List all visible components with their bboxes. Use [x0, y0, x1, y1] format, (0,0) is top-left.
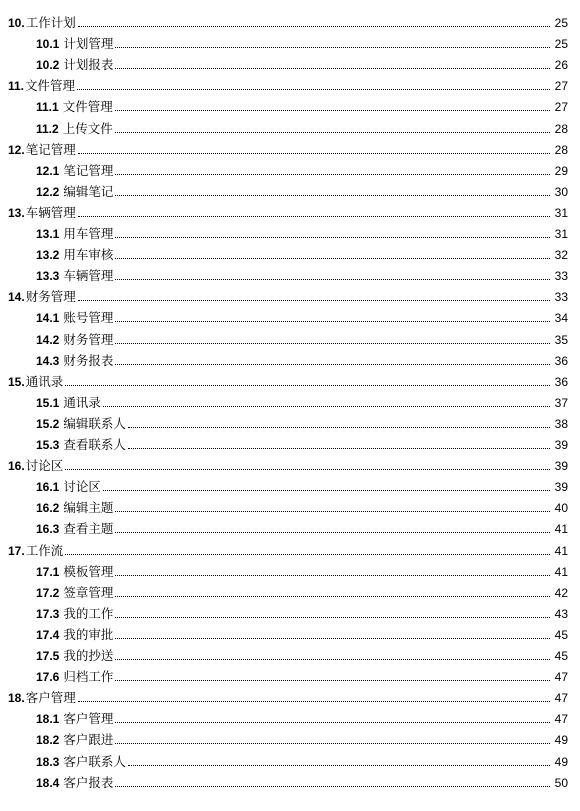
toc-entry-title: 用车审核: [63, 247, 114, 263]
toc-dot-leader: [115, 174, 550, 175]
toc-dot-leader: [65, 554, 550, 555]
toc-entry[interactable]: [0, 74, 568, 94]
toc-entry[interactable]: [0, 138, 568, 158]
toc-entry[interactable]: [0, 496, 568, 516]
toc-dot-leader: [78, 216, 550, 217]
toc-entry-number: 12.1: [36, 163, 60, 178]
toc-dot-leader: [115, 132, 550, 133]
toc-entry-title: 我的工作: [63, 605, 114, 621]
toc-entry-title: 讨论区: [25, 458, 64, 474]
toc-entry[interactable]: [0, 686, 568, 706]
toc-entry-title: 车辆管理: [25, 204, 76, 220]
toc-entry-page: 26: [554, 58, 568, 73]
toc-dot-leader: [65, 469, 550, 470]
toc-entry[interactable]: [0, 222, 568, 242]
toc-dot-leader: [78, 153, 550, 154]
toc-dot-leader: [128, 448, 550, 449]
toc-entry-title: 查看联系人: [63, 437, 126, 452]
toc-entry-title: 编辑联系人: [63, 415, 126, 431]
toc-entry-number: 15.1: [36, 395, 60, 410]
toc-entry-page: 45: [554, 627, 568, 642]
toc-entry-number: 10.2: [36, 58, 60, 73]
toc-dot-leader: [115, 364, 550, 365]
toc-entry-title: 模板管理: [63, 563, 114, 579]
toc-entry-page: 47: [554, 712, 568, 727]
toc-entry[interactable]: [0, 53, 568, 73]
toc-entry-number: 17.1: [36, 564, 60, 579]
toc-entry-page: 36: [554, 374, 568, 389]
toc-entry-page: 36: [554, 353, 568, 368]
toc-entry-title: 客户联系人: [63, 753, 126, 769]
toc-entry-number: 17.: [8, 543, 25, 558]
toc-entry-number: 16.2: [36, 501, 60, 516]
toc-entry-number: 14.: [8, 290, 25, 305]
toc-entry[interactable]: [0, 201, 568, 221]
toc-entry-page: 40: [554, 501, 568, 516]
toc-entry[interactable]: [0, 391, 568, 411]
toc-entry-number: 16.: [8, 459, 25, 474]
toc-dot-leader: [115, 511, 550, 512]
toc-entry-title: 文件管理: [62, 99, 113, 115]
toc-entry-title: 客户管理: [25, 690, 76, 706]
toc-entry-number: 13.: [8, 205, 25, 220]
toc-entry-page: 31: [554, 227, 568, 241]
toc-dot-leader: [115, 638, 550, 639]
toc-entry-number: 16.3: [36, 522, 60, 537]
toc-entry-title: 计划管理: [63, 36, 114, 52]
toc-entry-page: 25: [554, 37, 568, 52]
toc-entry-title: 文件管理: [25, 78, 76, 94]
toc-entry-page: 34: [554, 311, 568, 326]
toc-entry[interactable]: [0, 159, 568, 179]
toc-entry-title: 计划报表: [63, 57, 114, 73]
toc-entry-title: 编辑笔记: [63, 183, 114, 199]
toc-entry-number: 18.1: [36, 712, 60, 727]
toc-entry-page: 27: [554, 79, 568, 94]
toc-entry[interactable]: [0, 560, 568, 580]
toc-entry-page: 29: [554, 163, 568, 178]
toc-dot-leader: [77, 89, 550, 90]
toc-entry[interactable]: [0, 581, 568, 601]
toc-dot-leader: [78, 300, 550, 301]
toc-dot-leader: [115, 786, 550, 787]
toc-entry-number: 11.2: [36, 121, 59, 136]
toc-dot-leader: [115, 237, 550, 238]
toc-dot-leader: [65, 385, 550, 386]
toc-dot-leader: [115, 596, 550, 597]
toc-entry[interactable]: [0, 602, 568, 622]
toc-entry[interactable]: [0, 623, 568, 643]
toc-entry[interactable]: [0, 517, 568, 537]
toc-entry[interactable]: [0, 665, 568, 685]
toc-entry-number: 15.: [8, 374, 25, 389]
toc-entry-number: 17.3: [36, 606, 60, 621]
toc-entry-number: 11.: [8, 79, 25, 94]
toc-entry-page: 28: [554, 142, 568, 157]
toc-dot-leader: [115, 617, 550, 618]
toc-dot-leader: [78, 701, 550, 702]
toc-entry[interactable]: [0, 433, 568, 453]
toc-entry-title: 上传文件: [62, 120, 113, 136]
toc-entry-page: 39: [554, 459, 568, 474]
toc-entry-number: 18.: [8, 691, 25, 706]
toc-entry-page: 28: [554, 121, 568, 136]
toc-dot-leader: [128, 427, 550, 428]
toc-dot-leader: [115, 532, 550, 533]
toc-entry-number: 10.: [8, 16, 25, 30]
toc-entry-number: 17.2: [36, 585, 60, 600]
toc-entry-title: 财务报表: [63, 352, 114, 368]
toc-dot-leader: [115, 195, 550, 196]
toc-entry[interactable]: [0, 750, 568, 770]
toc-entry-page: 25: [554, 16, 568, 30]
toc-entry-page: 35: [554, 332, 568, 347]
toc-dot-leader: [115, 575, 550, 576]
toc-entry-title: 通讯录: [25, 373, 64, 389]
toc-dot-leader: [115, 659, 550, 660]
toc-entry-page: 33: [554, 269, 568, 284]
toc-entry-page: 31: [554, 205, 568, 220]
toc-dot-leader: [115, 680, 550, 681]
toc-entry-page: 30: [554, 184, 568, 199]
toc-dot-leader: [115, 343, 550, 344]
toc-dot-leader: [115, 47, 550, 48]
toc-dot-leader: [115, 722, 550, 723]
toc-entry-page: 41: [554, 564, 568, 579]
toc-entry-number: 13.3: [36, 269, 60, 284]
toc-entry-title: 财务管理: [25, 289, 76, 305]
toc-entry-page: 49: [554, 754, 568, 769]
toc-entry-page: 43: [554, 606, 568, 621]
toc-entry-number: 18.2: [36, 733, 60, 748]
toc-entry-title: 我的审批: [63, 626, 114, 642]
toc-entry-title: 讨论区: [63, 479, 101, 495]
toc-entry-number: 14.2: [36, 332, 60, 347]
toc-entry-title: 笔记管理: [25, 141, 76, 157]
toc-entry-title: 客户跟进: [63, 732, 114, 748]
toc-entry[interactable]: [0, 285, 568, 305]
toc-entry[interactable]: [0, 11, 568, 31]
toc-entry-title: 签章管理: [63, 584, 114, 600]
toc-entry-number: 12.: [8, 142, 25, 157]
toc-entry-number: 18.3: [36, 754, 60, 769]
toc-entry-title: 客户管理: [63, 711, 114, 727]
toc-entry-title: 工作计划: [25, 15, 76, 30]
toc-entry-number: 14.3: [36, 353, 60, 368]
toc-entry-number: 18.4: [36, 775, 60, 790]
toc-entry-page: 33: [554, 290, 568, 305]
toc-entry-title: 通讯录: [63, 394, 101, 410]
toc-entry-title: 财务管理: [63, 331, 114, 347]
toc-entry-title: 车辆管理: [63, 268, 114, 284]
toc-entry-page: 41: [554, 522, 568, 537]
toc-dot-leader: [128, 765, 550, 766]
toc-entry-number: 10.1: [36, 37, 60, 52]
toc-entry-title: 我的抄送: [63, 648, 114, 663]
toc-entry-title: 用车管理: [63, 226, 114, 241]
toc-entry-title: 账号管理: [63, 310, 114, 326]
toc-entry[interactable]: [0, 454, 568, 474]
toc-entry-number: 12.2: [36, 184, 60, 199]
toc-entry-page: 47: [554, 670, 568, 685]
toc-entry-title: 编辑主题: [63, 500, 114, 516]
toc-entry[interactable]: [0, 180, 568, 200]
toc-entry-number: 14.1: [36, 311, 60, 326]
toc-entry[interactable]: [0, 644, 568, 664]
toc-entry-number: 13.1: [36, 227, 60, 241]
toc-entry-page: 42: [554, 585, 568, 600]
toc-entry-page: 41: [554, 543, 568, 558]
toc-entry[interactable]: [0, 707, 568, 727]
toc-entry-page: 47: [554, 691, 568, 706]
toc-entry-number: 11.1: [36, 100, 59, 115]
toc-entry-title: 客户报表: [63, 774, 114, 790]
toc-dot-leader: [115, 279, 550, 280]
toc-entry[interactable]: [0, 243, 568, 263]
toc-entry-page: 45: [554, 649, 568, 663]
toc-entry-title: 归档工作: [63, 669, 114, 685]
toc-dot-leader: [115, 68, 550, 69]
toc-entry[interactable]: [0, 475, 568, 495]
toc-entry-page: 49: [554, 733, 568, 748]
toc-dot-leader: [103, 490, 550, 491]
toc-entry-title: 笔记管理: [63, 162, 114, 178]
toc-entry-page: 37: [554, 395, 568, 410]
toc-entry-page: 50: [554, 775, 568, 790]
toc-entry-number: 17.6: [36, 670, 60, 685]
toc-entry-number: 15.2: [36, 416, 60, 431]
toc-entry-title: 查看主题: [63, 521, 114, 537]
toc-entry-number: 17.4: [36, 627, 60, 642]
toc-entry-number: 16.1: [36, 480, 60, 495]
toc-entry[interactable]: [0, 95, 568, 115]
toc-entry-page: 32: [554, 248, 568, 263]
toc-entry-number: 13.2: [36, 248, 60, 263]
toc-entry[interactable]: [0, 264, 568, 284]
toc-entry[interactable]: [0, 117, 568, 137]
toc-entry-page: 39: [554, 480, 568, 495]
toc-entry-page: 38: [554, 416, 568, 431]
toc-entry[interactable]: [0, 349, 568, 369]
toc-dot-leader: [115, 743, 550, 744]
toc-entry[interactable]: [0, 728, 568, 748]
toc-entry-page: 27: [554, 100, 568, 115]
toc-entry-page: 39: [554, 438, 568, 452]
toc-dot-leader: [115, 321, 550, 322]
toc-entry[interactable]: [0, 306, 568, 326]
toc-entry[interactable]: [0, 771, 568, 791]
toc-entry[interactable]: [0, 412, 568, 432]
toc-entry[interactable]: [0, 539, 568, 559]
toc-dot-leader: [78, 26, 550, 27]
toc-dot-leader: [103, 406, 550, 407]
toc-dot-leader: [115, 110, 550, 111]
toc-dot-leader: [115, 258, 550, 259]
toc-entry[interactable]: [0, 32, 568, 52]
toc-entry-title: 工作流: [25, 542, 64, 558]
toc-entry-number: 17.5: [36, 649, 60, 663]
toc-entry-number: 15.3: [36, 438, 60, 452]
toc-entry[interactable]: [0, 370, 568, 390]
toc-entry[interactable]: [0, 328, 568, 348]
